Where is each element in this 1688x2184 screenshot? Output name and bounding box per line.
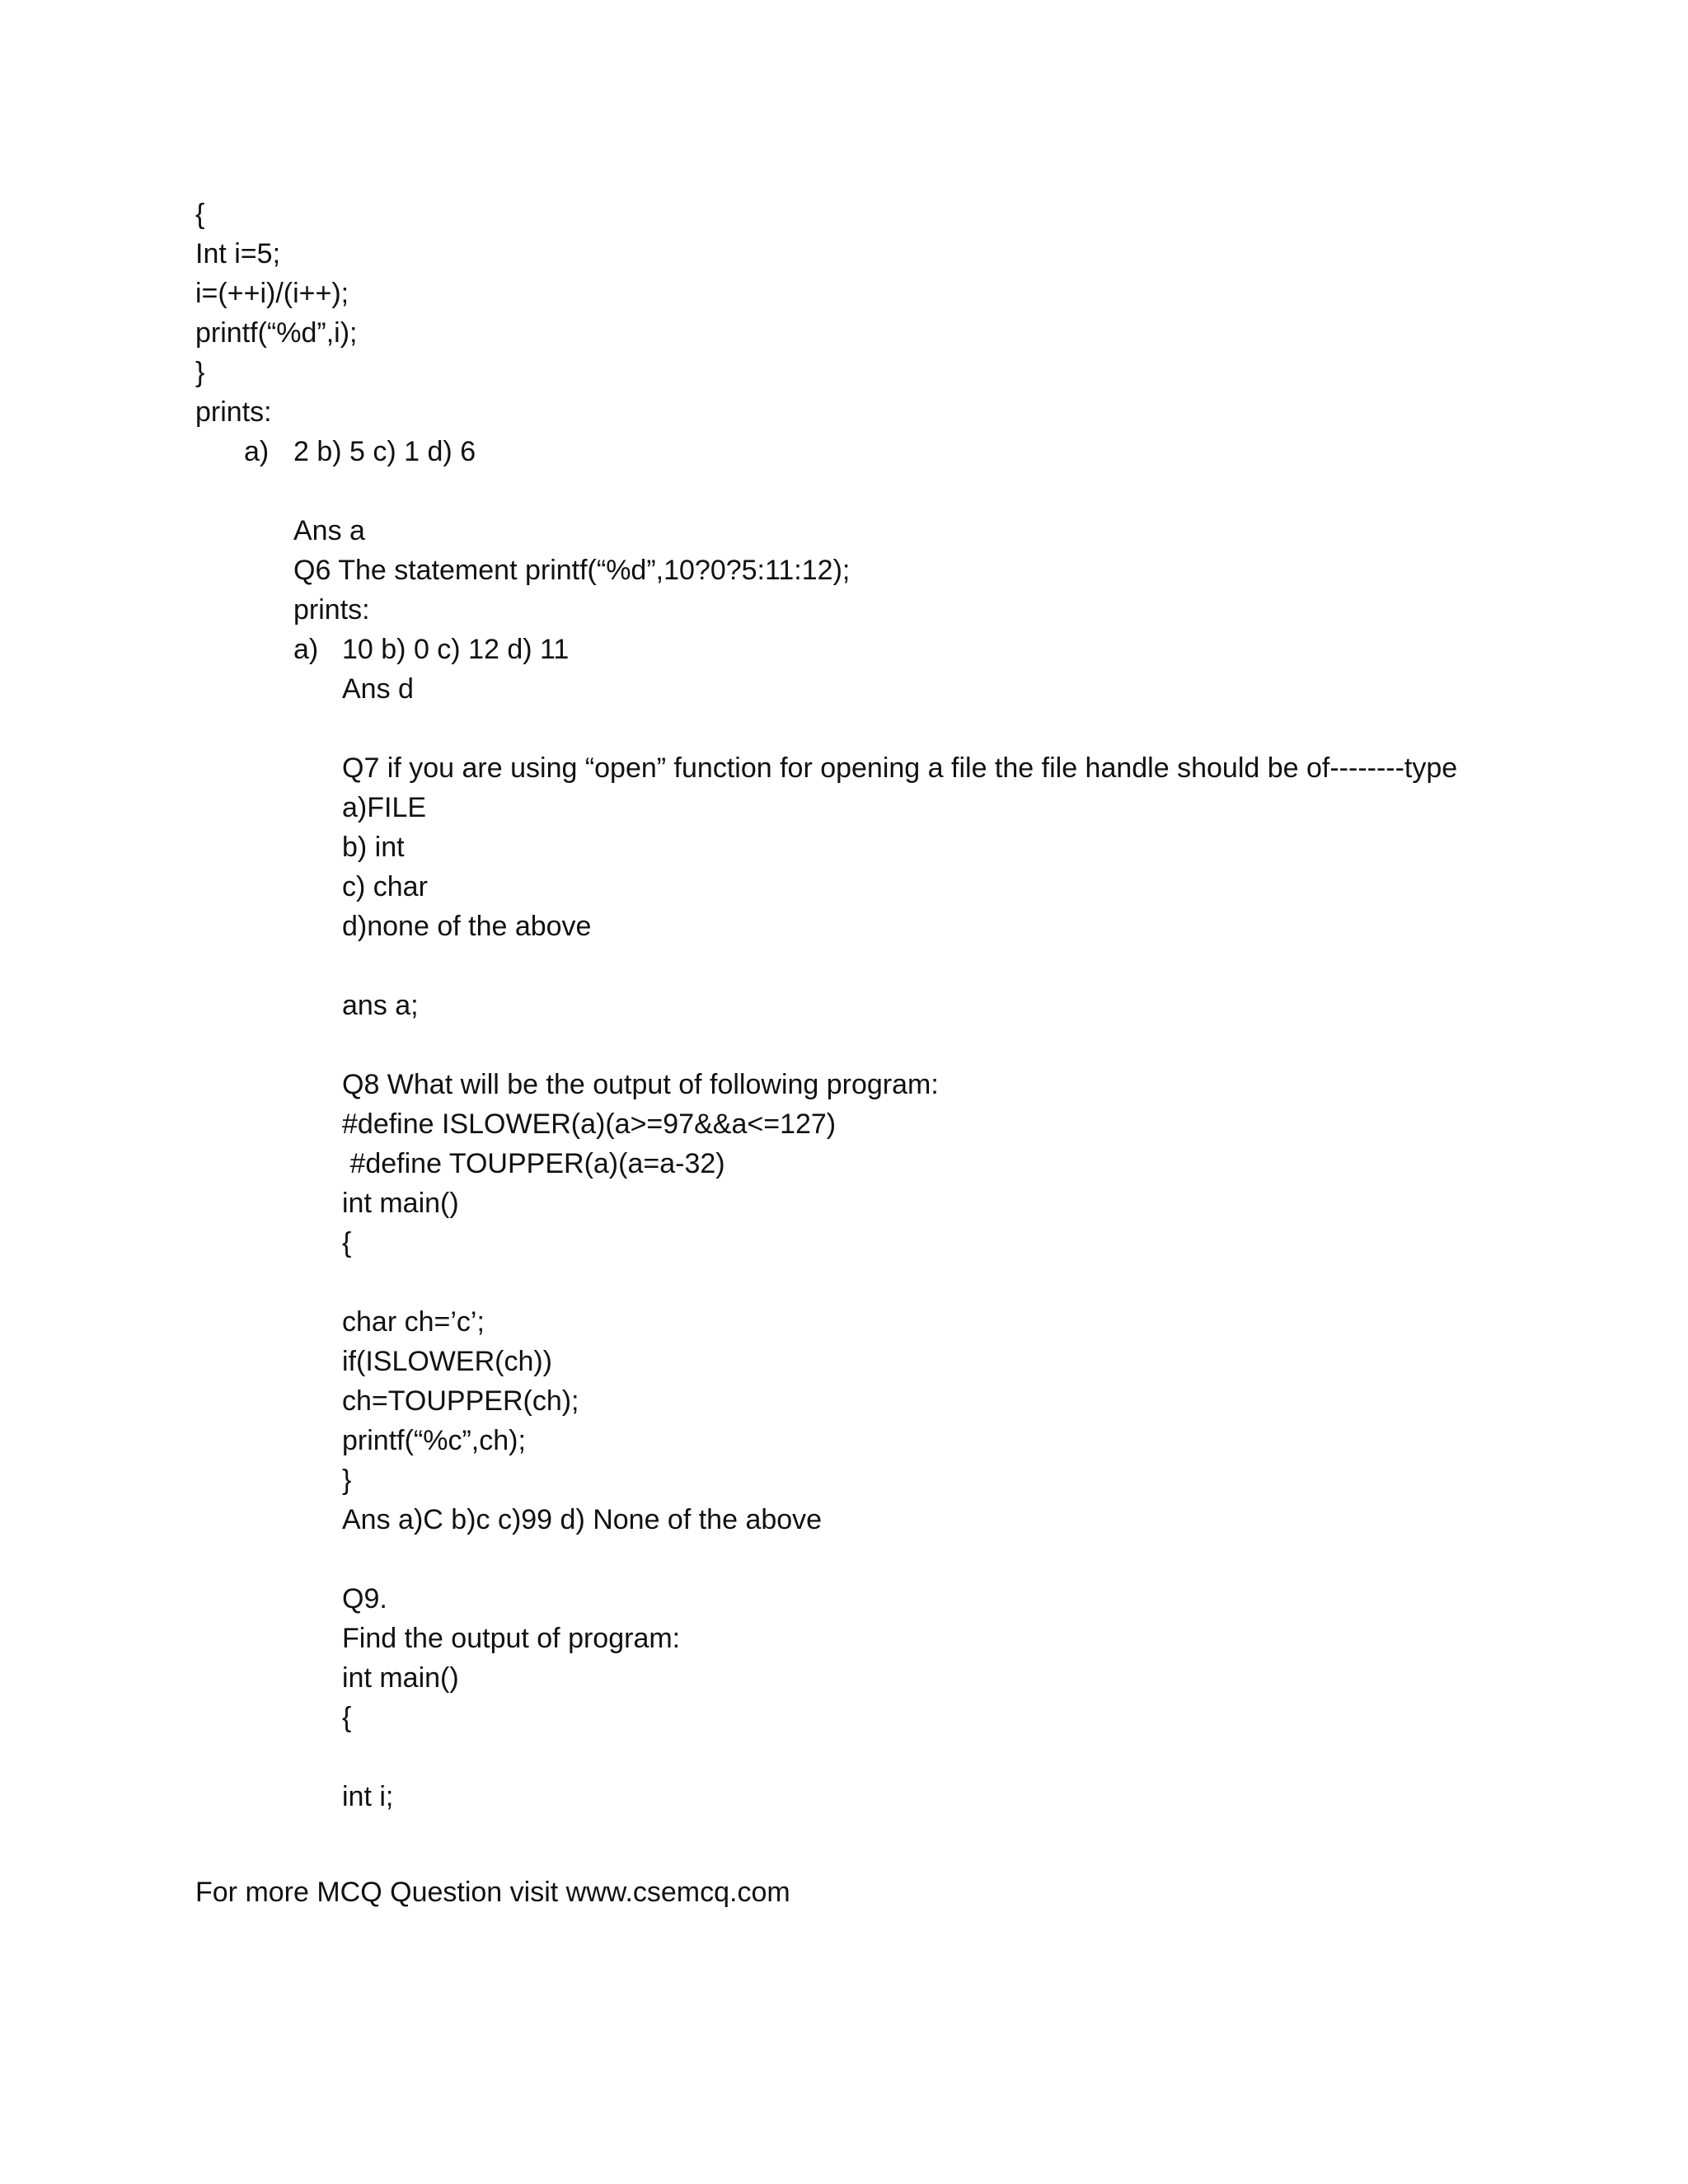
question-line: Q9.: [342, 1583, 387, 1615]
options-line: 2 b) 5 c) 1 d) 6: [293, 436, 476, 467]
answer-line: Ans a: [293, 515, 365, 546]
code-line: int main(): [342, 1662, 459, 1694]
prompt-line: prints:: [195, 396, 272, 428]
code-line: i=(++i)/(i++);: [195, 278, 349, 309]
question-line: Q6 The statement printf(“%d”,10?0?5:11:12);: [293, 555, 851, 586]
code-line: {: [342, 1702, 352, 1733]
code-line: Int i=5;: [195, 238, 281, 269]
question-line: Q7 if you are using “open” function for opening a file the file handle should be of--------type: [342, 752, 1458, 784]
prompt-line: prints:: [293, 594, 370, 626]
answer-line: Ans d: [342, 673, 414, 705]
code-line: printf(“%d”,i);: [195, 317, 358, 349]
option-line: a)FILE: [342, 792, 427, 823]
code-line: ch=TOUPPER(ch);: [342, 1385, 579, 1417]
code-line: {: [195, 199, 205, 230]
code-line: int main(): [342, 1188, 459, 1219]
footer-text: For more MCQ Question visit www.csemcq.com: [195, 1877, 790, 1908]
options-line: 10 b) 0 c) 12 d) 11: [342, 634, 570, 665]
question-line: Find the output of program:: [342, 1623, 681, 1654]
option-label: a): [244, 436, 270, 467]
option-line: c) char: [342, 871, 428, 902]
option-line: b) int: [342, 832, 405, 863]
code-line: if(ISLOWER(ch)): [342, 1346, 552, 1377]
code-line: }: [195, 357, 205, 388]
code-line: #define ISLOWER(a)(a>=97&&a<=127): [342, 1108, 837, 1140]
code-line: #define TOUPPER(a)(a=a-32): [342, 1148, 725, 1179]
question-line: Q8 What will be the output of following program:: [342, 1069, 939, 1100]
code-line: int i;: [342, 1781, 394, 1812]
code-line: {: [342, 1227, 352, 1258]
option-label: a): [293, 634, 319, 665]
option-line: d)none of the above: [342, 911, 592, 942]
answer-line: ans a;: [342, 990, 419, 1021]
answer-line: Ans a)C b)c c)99 d) None of the above: [342, 1504, 823, 1535]
code-line: printf(“%c”,ch);: [342, 1425, 526, 1456]
code-line: }: [342, 1465, 352, 1496]
code-line: char ch=’c’;: [342, 1306, 485, 1338]
